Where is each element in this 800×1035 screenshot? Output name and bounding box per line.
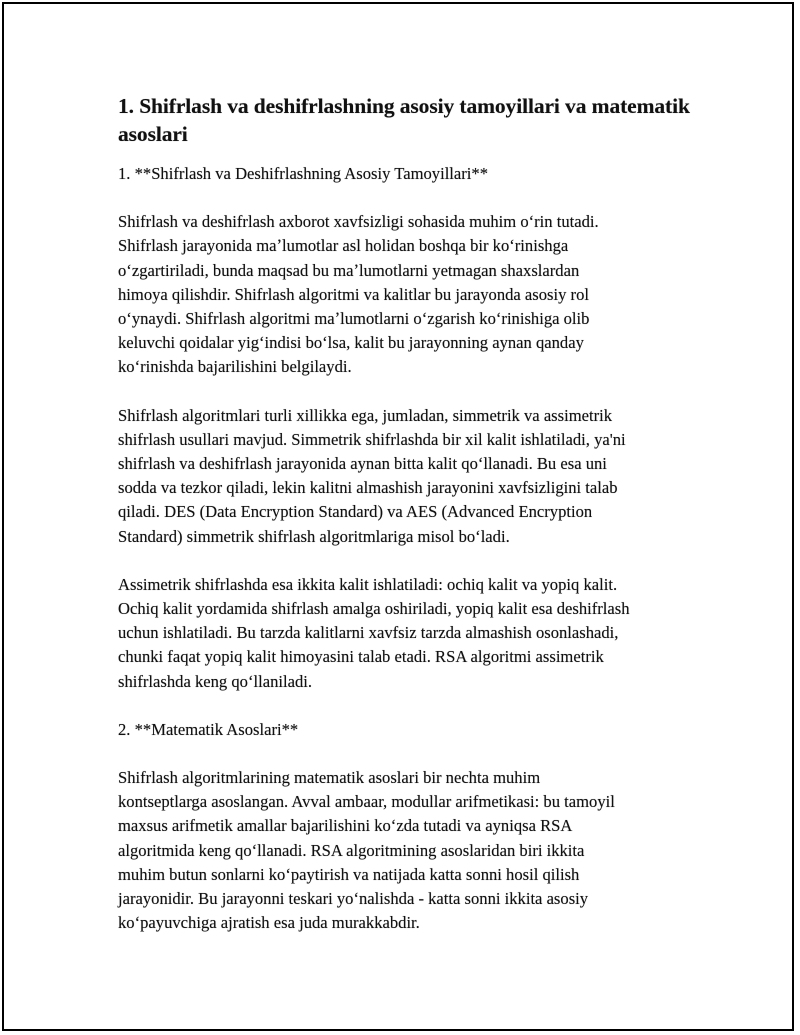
document-title: 1. Shifrlash va deshifrlashning asosiy tamoyillari va matematik asoslari [118, 94, 690, 146]
paragraph-4: Shifrlash algoritmlarining matematik asoslari bir nechta muhim kontseptlarga asoslangan. Avval ambaar, modullar arifmetikasi: bu tamoyil maxsus arifmetik amallar bajarilishini koʻzda tutadi va ayniqsa RSA algoritmida keng qoʻllanadi. RSA algoritmining asoslaridan biri ikkita muhim butun sonlarni koʻpaytirish va natijada katta sonni hosil qilish jarayonidir. Bu jarayonni teskari yoʻnalishda - katta sonni ikkita asosiy koʻpayuvchiga ajratish esa juda murakkabdir. [118, 768, 615, 933]
document-body [118, 92, 708, 959]
paragraph-1: Shifrlash va deshifrlash axborot xavfsizligi sohasida muhim oʻrin tutadi. Shifrlash jarayonida maʼlumotlar asl holidan boshqa bir koʻrinishga oʻzgartiriladi, bunda maqsad bu maʼlumotlarni yetmagan shaxslardan himoya qilishdir. Shifrlash algoritmi va kalitlar bu jarayonda asosiy rol oʻynaydi. Shifrlash algoritmi maʼlumotlarni oʻzgarish koʻrinishiga olib keluvchi qoidalar yigʻindisi boʻlsa, kalit bu jarayonning aynan qanday koʻrinishda bajarilishini belgilaydi. [118, 212, 599, 377]
section-1-label: 1. **Shifrlash va Deshifrlashning Asosiy Tamoyillari** [118, 164, 489, 183]
section-2-label: 2. **Matematik Asoslari** [118, 719, 299, 739]
paragraph-3: Assimetrik shifrlashda esa ikkita kalit ishlatiladi: ochiq kalit va yopiq kalit. Ochiq kalit yordamida shifrlash amalga oshiriladi, yopiq kalit esa deshifrlash uchun ishlatiladi. Bu tarzda kalitlarni xavfsiz tarzda almashish osonlashadi, chunki faqat yopiq kalit himoyasini talab etadi. RSA algoritmi assimetrik shifrlashda keng qoʻllaniladi. [118, 574, 630, 691]
paragraph-2: Shifrlash algoritmlari turli xillikka ega, jumladan, simmetrik va assimetrik shifrlash usullari mavjud. Simmetrik shifrlashda bir xil kalit ishlatiladi, ya'ni shifrlash va deshifrlash jarayonida aynan bitta kalit qoʻllanadi. Bu esa uni sodda va tezkor qiladi, lekin kalitni almashish jarayonini xavfsizligini talab qiladi. DES (Data Encryption Standard) va AES (Advanced Encryption Standard) simmetrik shifrlash algoritmlariga misol boʻladi. [118, 405, 626, 546]
